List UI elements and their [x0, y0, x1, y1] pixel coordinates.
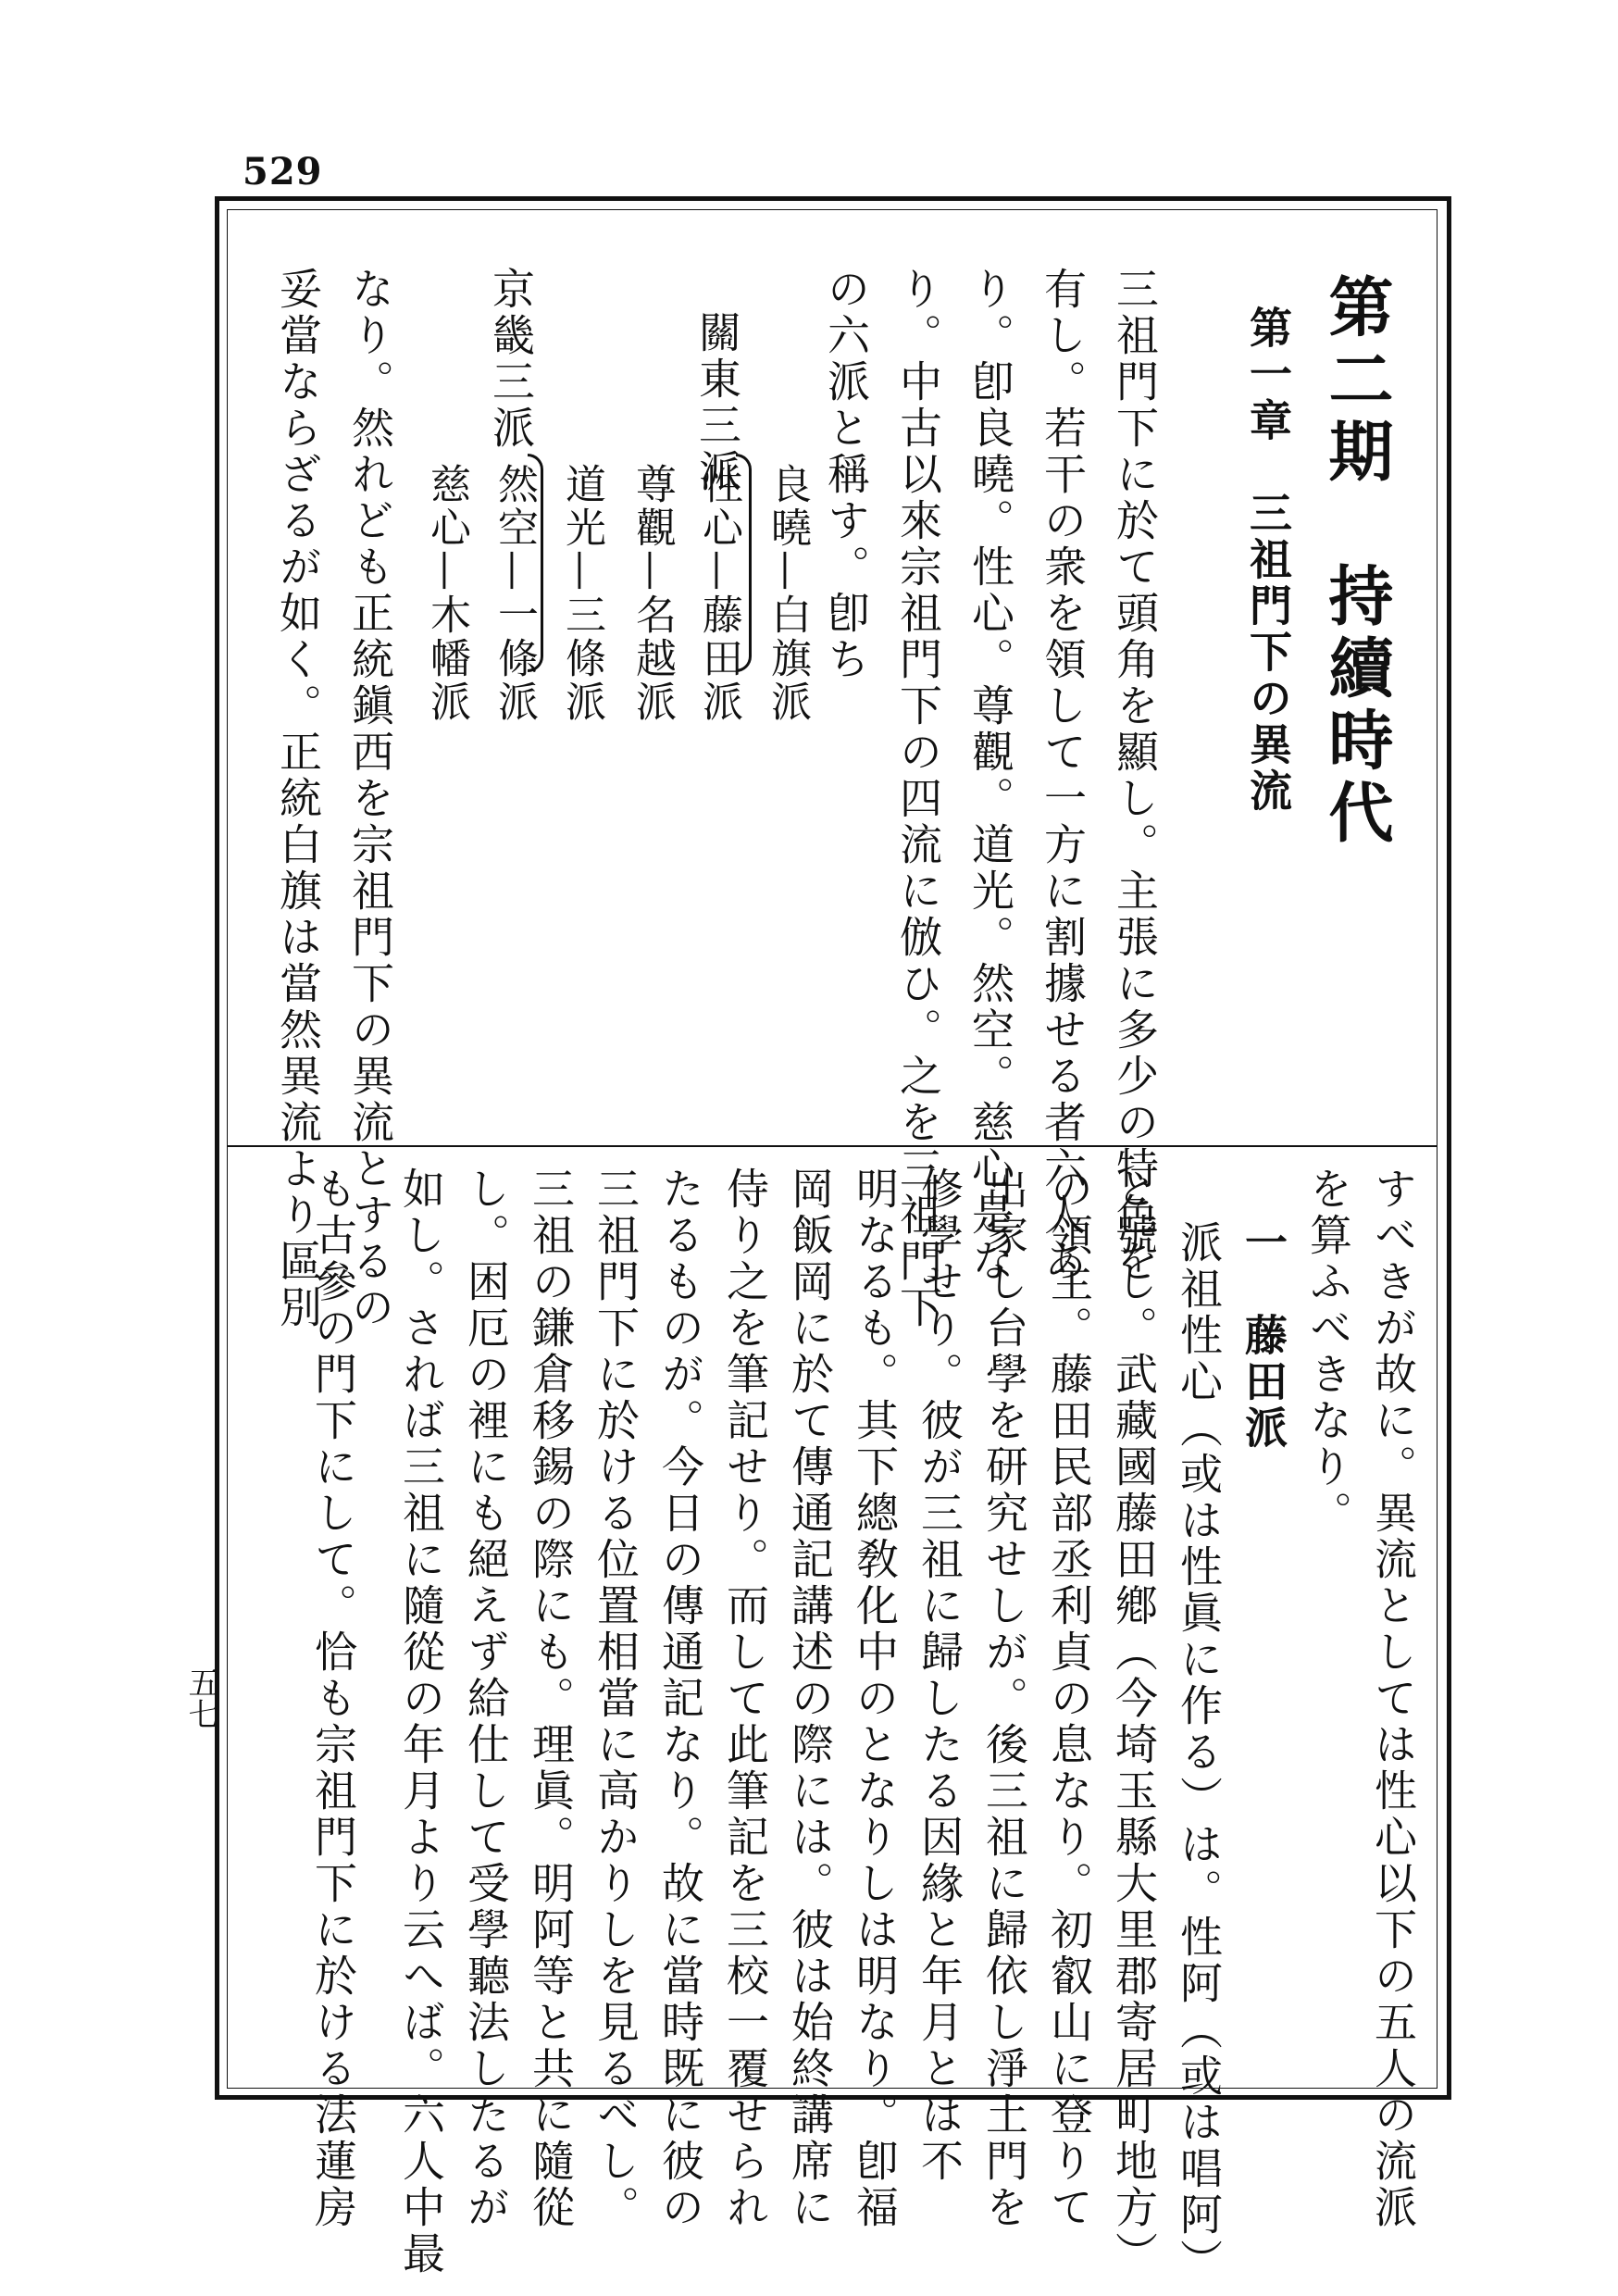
branch-item: 慈心—木幡派: [423, 463, 470, 724]
branch-item: 尊觀—名越派: [629, 463, 676, 724]
branch-item: 良曉—白旗派: [764, 463, 811, 724]
section-divider: [227, 1145, 1438, 1147]
body-line: と號し。武藏國藤田鄕（今埼玉縣大里郡寄居町地方）: [1109, 1167, 1159, 2277]
chapter-title: 第一章 三祖門下の異流: [1243, 306, 1293, 815]
page-number: 529: [243, 150, 323, 193]
body-line: なり。然れども正統鎭西を宗祖門下の異流とするの: [345, 267, 395, 1331]
body-line: 明なるも。其下總敎化中のとなりしは明なり。卽福: [850, 1167, 900, 2231]
branch-item: 然空—一條派: [491, 463, 538, 724]
body-line: 修學せり。彼が三祖に歸したる因緣と年月とは不: [915, 1167, 965, 2185]
body-line: 岡飯岡に於て傳通記講述の際には。彼は始終講席に: [785, 1167, 835, 2231]
body-line: 三祖門下に於ける位置相當に高かりしを見るべし。: [591, 1167, 641, 2231]
branch-item: 道光—三條派: [558, 463, 605, 724]
body-line: り。卽良曉。性心。尊觀。道光。然空。慈心是な: [965, 267, 1015, 1285]
period-title: 第二期 持續時代: [1318, 273, 1395, 851]
body-line: も古參の門下にして。恰も宗祖門下に於ける法蓮房: [308, 1167, 358, 2231]
body-line: 派祖性心（或は性眞に作る）は。性阿（或は唱阿）: [1174, 1220, 1224, 2285]
body-line: 三祖門下に於て頭角を顯し。主張に多少の特色を: [1110, 267, 1160, 1285]
body-line: たるものが。今日の傳通記なり。故に當時既に彼の: [655, 1167, 705, 2231]
body-line: 三祖の鎌倉移錫の際にも。理眞。明阿等と共に隨從: [526, 1167, 576, 2231]
body-line: し。困厄の裡にも絕えず給仕して受學聽法したるが: [461, 1167, 511, 2231]
body-line: 侍り之を筆記せり。而して此筆記を三校一覆せられ: [720, 1167, 770, 2231]
folio: 五七: [182, 1666, 219, 1729]
group-name: 關東三派: [692, 310, 742, 495]
body-line: り。中古以來宗祖門下の四流に倣ひ。之を三祖門下: [893, 267, 943, 1331]
group-name: 京畿三派: [486, 267, 536, 452]
body-line: すべきが故に。異流としては性心以下の五人の流派: [1368, 1167, 1418, 2231]
body-line: 妥當ならざるが如く。正統白旗は當然異流より區別: [273, 267, 323, 1331]
body-line: の六派と稱す。卽ち: [821, 267, 871, 683]
body-line: 如し。されば三祖に隨從の年月より云へば。六人中最: [396, 1167, 446, 2277]
body-line: 出家し台學を研究せしが。後三祖に歸依し淨土門を: [979, 1167, 1029, 2231]
body-line: を算ふべきなり。: [1303, 1167, 1353, 1537]
section-title: 一 藤田派: [1238, 1220, 1288, 1452]
branch-item: 性心—藤田派: [695, 463, 742, 724]
body-line: の領主。藤田民部丞利貞の息なり。初叡山に登りて: [1044, 1167, 1094, 2231]
body-line: 有し。若干の衆を領して一方に割據せる者六人あ: [1038, 267, 1088, 1285]
